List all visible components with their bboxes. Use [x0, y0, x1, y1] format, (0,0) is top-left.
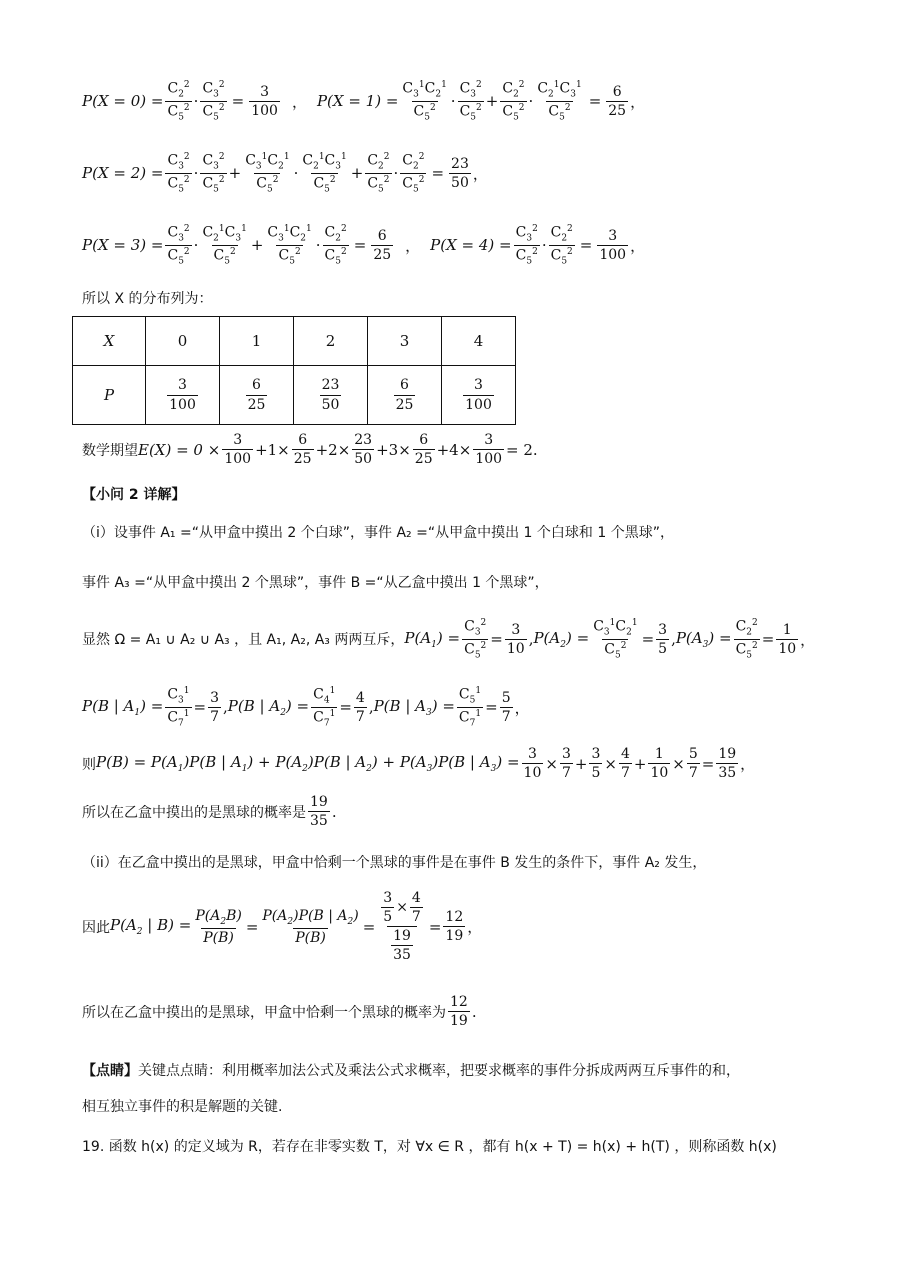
eq1-result: $\frac{3}{100}$ — [251, 83, 278, 119]
conditional-probs: P(B | $A_1$) = $\frac{C_3^1}{C_7^1}$ = $\frac{3}{7}$ , P(B | $A_2$) = $\frac{C_4^1}{C_7^1}$ = $\frac{4}{7}$ , P(B | $A_3$) = $\frac{C_5^1}{C_7^1}$ = $\frac{5}{7}$ ， — [82, 686, 530, 729]
section-heading: 【小问 2 详解】 — [82, 487, 186, 503]
total-probability: 则 $P(B) = P(A_1)P(B$ | $A_1) + P(A_2)P(B$ | $A_2) + P(A_3)P(B$ | $A_3$) = $\frac{3}{10}$ × $\frac{3}{7}$ + $\frac{3}{5}$ × $\frac{4}{7}$ + $\frac{1}{10}$ × $\frac{5}{7}$ = $\frac{19}{35}$ ， — [82, 746, 756, 782]
part-ii-conclusion: 所以在乙盒中摸出的是黑球，甲盒中恰剩一个黑球的概率为 $\frac{12}{19}$ . — [82, 994, 477, 1030]
bayes-formula: 因此 $P(A_2$ | B) = $\frac{P(A_2B)}{P(B)}$ = $\frac{P(A_2)P(B | A_2)}{P(B)}$ = $\frac{3}{5}$ × $\frac{4}{7}$ $\frac{19}{35}$ = $\frac{12}{19}$ ， — [82, 890, 483, 964]
part-ii-line1: （ii）在乙盒中摸出的是黑球，甲盒中恰剩一个黑球的事件是在事件 B 发生的条件下，事件 A₂ 发生， — [82, 855, 707, 871]
comment-line2: 相互独立事件的积是解题的关键. — [82, 1099, 283, 1115]
eq-px0-px1: P(X = 0) = $\frac{C_2^2}{C_5^2}$ · $\frac{C_3^2}{C_5^2}$ = $\frac{3}{100}$ ， P(X = 1) = $\frac{C_3^1C_2^1}{C_5^2}$ · $\frac{C_3^2}{C_5^2}$ + $\frac{C_2^2}{C_5^2}$ · $\frac{C_2^1C_3^1}{C_5^2}$ = $\frac{6}{25}$ ， — [82, 80, 646, 123]
part-i-line3: 显然 Ω = A₁ ∪ A₂ ∪ A₃ ，且 A₁, A₂, A₃ 两两互斥， $P(A_1)$ = $\frac{C_3^2}{C_5^2}$ = $\frac{3}{10}$ , $P(A_2)$ = $\frac{C_3^1C_2^1}{C_5^2}$ = $\frac{3}{5}$ , $P(A_3)$ = $\frac{C_2^2}{C_5^2}$ = $\frac{1}{10}$ ， — [82, 618, 816, 661]
part-i-line2: 事件 A₃ =“从甲盒中摸出 2 个黑球”，事件 B =“从乙盒中摸出 1 个黑球”， — [82, 575, 549, 591]
question-19: 19. 函数 h(x) 的定义域为 R，若存在非零实数 T，对 ∀x ∈ R ，都有 h(x + T) = h(x) + h(T) ，则称函数 h(x) — [82, 1139, 777, 1155]
dist-intro: 所以 X 的分布列为： — [82, 291, 213, 307]
comment-line1: 【点睛】 关键点点睛：利用概率加法公式及乘法公式求概率，把要求概率的事件分拆成两两互斥事件的和， — [82, 1063, 740, 1079]
distribution-table — [72, 316, 516, 425]
eq-px2: P(X = 2) = $\frac{C_3^2}{C_5^2}$ · $\frac{C_3^2}{C_5^2}$ + $\frac{C_3^1C_2^1}{C_5^2}$ · $\frac{C_2^1C_3^1}{C_5^2}$ + $\frac{C_2^2}{C_5^2}$ · $\frac{C_2^2}{C_5^2}$ = $\frac{23}{50}$ ， — [82, 152, 488, 195]
expectation: 数学期望 E(X) = 0 × $\frac{3}{100}$ +1× $\frac{6}{25}$ +2× $\frac{23}{50}$ +3× $\frac{6}{25}$ +4× $\frac{3}{100}$ = 2. — [82, 432, 538, 468]
eq-px3-px4: P(X = 3) = $\frac{C_3^2}{C_5^2}$ · $\frac{C_2^1C_3^1}{C_5^2}$ + $\frac{C_3^1C_2^1}{C_5^2}$ · $\frac{C_2^2}{C_5^2}$ = $\frac{6}{25}$ ， P(X = 4) = $\frac{C_3^2}{C_5^2}$ · $\frac{C_2^2}{C_5^2}$ = $\frac{3}{100}$ ， — [82, 224, 646, 267]
eq1-lhs: P(X = 0) = — [82, 92, 164, 111]
table-row: P $\frac{3}{100}$ $\frac{6}{25}$ $\frac{23}{50}$ $\frac{6}{25}$ $\frac{3}{100}$ — [73, 366, 516, 425]
table-row: X 0 1 2 3 4 — [73, 317, 516, 366]
part-i-conclusion: 所以在乙盒中摸出的是黑球的概率是 $\frac{19}{35}$ . — [82, 794, 337, 830]
part-i-line1: （i）设事件 A₁ =“从甲盒中摸出 2 个白球”，事件 A₂ =“从甲盒中摸出 1 个白球和 1 个黑球”， — [82, 525, 674, 541]
